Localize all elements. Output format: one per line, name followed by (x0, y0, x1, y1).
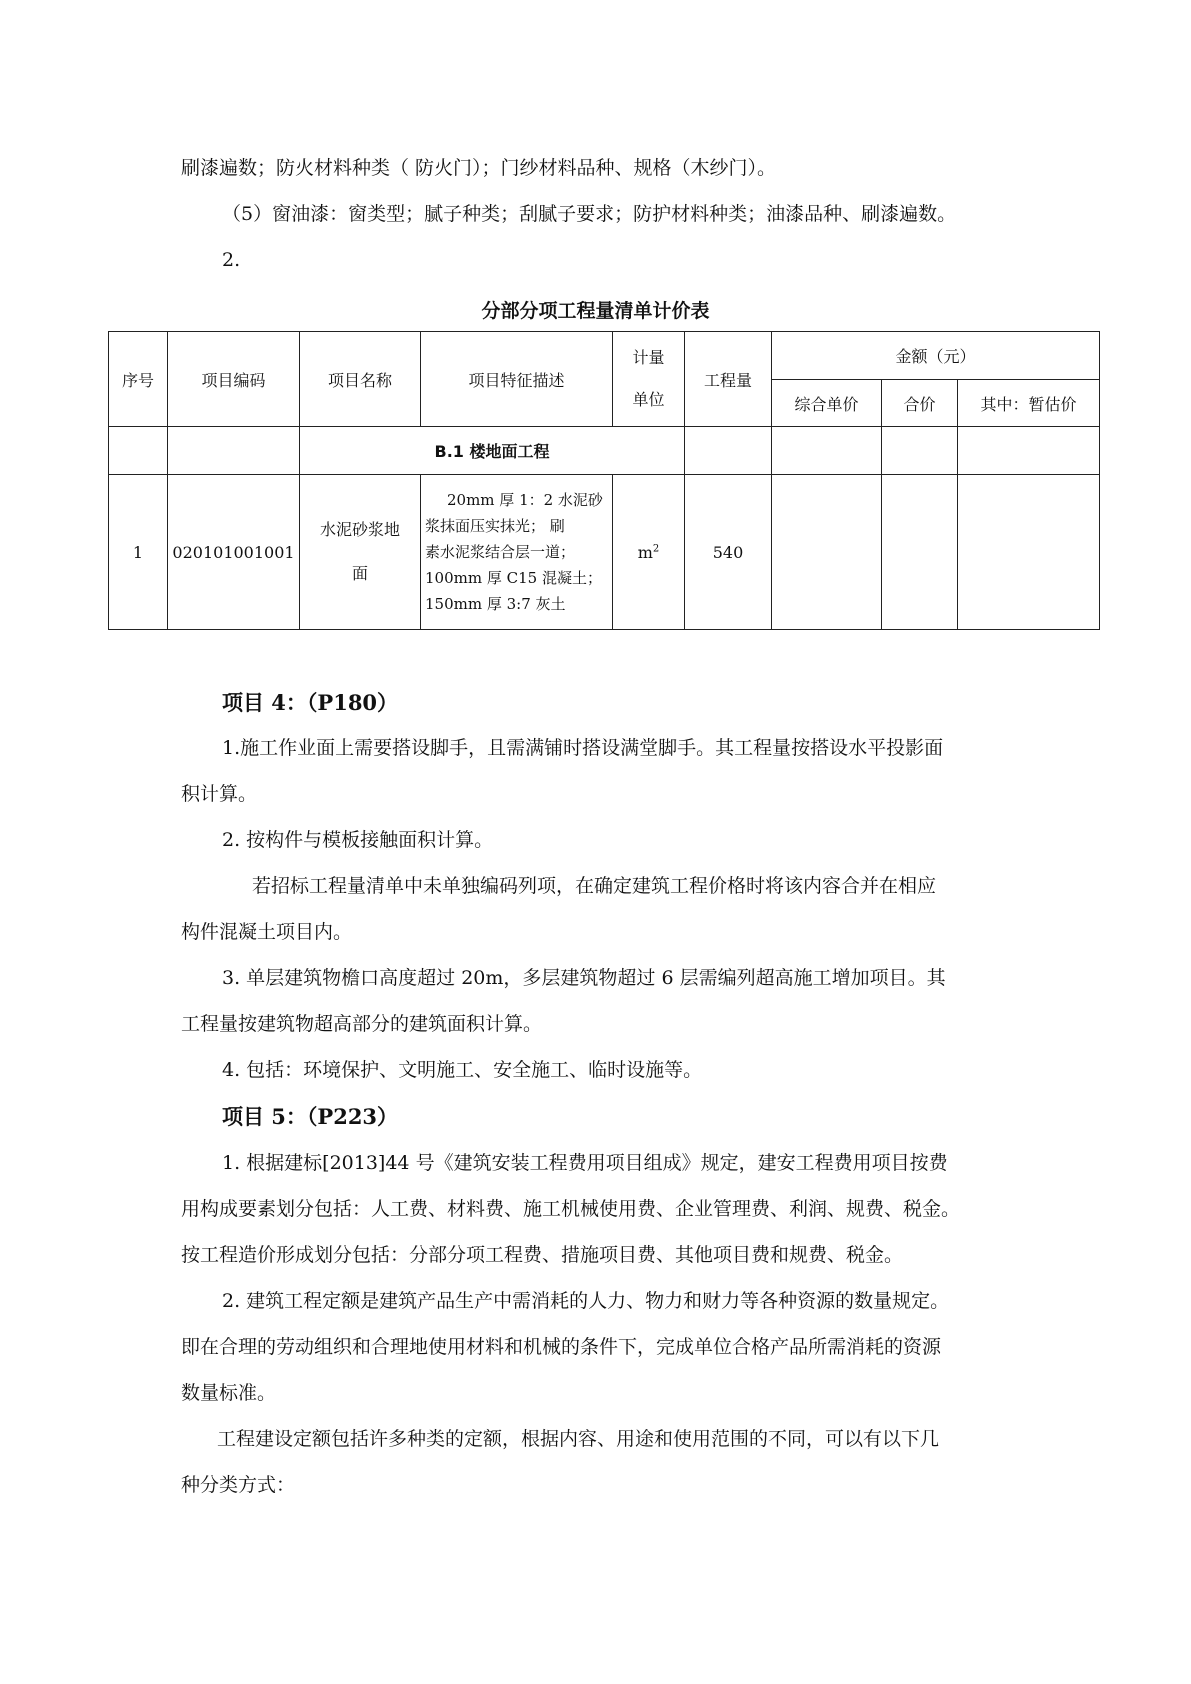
paragraph-line: 数量标准。 (181, 1382, 277, 1404)
row-provisional (958, 475, 1100, 630)
header-unit-price: 综合单价 (772, 380, 882, 427)
row-desc-line: 100mm 厚 C15 混凝土； (425, 569, 602, 587)
row-code: 020101001001 (168, 475, 300, 630)
row-name-line: 面 (351, 564, 368, 583)
header-amount: 金额（元） (772, 332, 1100, 380)
table-cell (685, 427, 772, 475)
paragraph-line: 3. 单层建筑物檐口高度超过 20m，多层建筑物超过 6 层需编列超高施工增加项目。其 (222, 967, 946, 989)
table-cell (882, 427, 958, 475)
header-name: 项目名称 (300, 332, 421, 427)
row-unit-text: m (637, 542, 653, 562)
row-desc (421, 475, 613, 630)
paragraph-line: 刷漆遍数；防火材料种类（ 防火门）；门纱材料品种、规格（木纱门）。 (181, 157, 777, 179)
row-desc-line: 150mm 厚 3:7 灰土 (425, 595, 566, 613)
paragraph-line: 2. (222, 249, 241, 271)
row-desc-line: 素水泥浆结合层一道； (425, 543, 576, 561)
section-row (109, 427, 1100, 475)
header-qty: 工程量 (685, 332, 772, 427)
paragraph-line: （5）窗油漆：窗类型；腻子种类；刮腻子要求；防护材料种类；油漆品种、刷漆遍数。 (222, 203, 957, 225)
header-seq: 序号 (109, 332, 168, 427)
header-unit-top: 计量 (632, 348, 665, 367)
row-total (882, 475, 958, 630)
paragraph-line: 即在合理的劳动组织和合理地使用材料和机械的条件下，完成单位合格产品所需消耗的资源 (181, 1336, 942, 1358)
row-unit (613, 475, 685, 630)
row-unit-price (772, 475, 882, 630)
paragraph-line: 种分类方式： (181, 1474, 296, 1496)
table-cell (958, 427, 1100, 475)
row-name-line: 水泥砂浆地 (319, 520, 400, 539)
bill-of-quantities-table (108, 331, 1100, 630)
section-heading: 项目 5：（P223） (222, 1104, 399, 1129)
header-provisional: 其中：暂估价 (958, 380, 1100, 427)
paragraph-line: 1.施工作业面上需要搭设脚手，且需满铺时搭设满堂脚手。其工程量按搭设水平投影面 (222, 737, 944, 759)
paragraph-line: 1. 根据建标[2013]44 号《建筑安装工程费用项目组成》规定，建安工程费用项目按费 (222, 1152, 948, 1174)
section-heading: 项目 4：（P180） (222, 690, 399, 715)
paragraph-line: 2. 按构件与模板接触面积计算。 (222, 829, 494, 851)
paragraph-line: 用构成要素划分包括：人工费、材料费、施工机械使用费、企业管理费、利润、规费、税金。 (181, 1198, 961, 1220)
table-row (109, 475, 1100, 630)
paragraph-line: 2. 建筑工程定额是建筑产品生产中需消耗的人力、物力和财力等各种资源的数量规定。 (222, 1290, 950, 1312)
paragraph-line: 4. 包括：环境保护、文明施工、安全施工、临时设施等。 (222, 1059, 703, 1081)
row-seq: 1 (109, 475, 168, 630)
paragraph-line: 构件混凝土项目内。 (181, 921, 353, 943)
paragraph-line: 工程量按建筑物超高部分的建筑面积计算。 (181, 1013, 543, 1035)
header-desc: 项目特征描述 (421, 332, 613, 427)
row-unit-sup: 2 (652, 543, 660, 555)
header-unit (613, 332, 685, 427)
table-cell (168, 427, 300, 475)
section-title: B.1 楼地面工程 (300, 427, 685, 475)
row-desc-line: 浆抹面压实抹光； 刷 (425, 517, 565, 535)
row-qty: 540 (685, 475, 772, 630)
row-name (300, 475, 421, 630)
table-cell (772, 427, 882, 475)
row-desc-line: 20mm 厚 1：2 水泥砂 (447, 491, 603, 509)
table-cell (109, 427, 168, 475)
paragraph-line: 积计算。 (181, 783, 258, 805)
paragraph-line: 工程建设定额包括许多种类的定额，根据内容、用途和使用范围的不同，可以有以下几 (217, 1428, 940, 1450)
paragraph-line: 若招标工程量清单中未单独编码列项，在确定建筑工程价格时将该内容合并在相应 (252, 875, 937, 897)
header-total: 合价 (882, 380, 958, 427)
paragraph-line: 按工程造价形成划分包括：分部分项工程费、措施项目费、其他项目费和规费、税金。 (181, 1244, 904, 1266)
header-code: 项目编码 (168, 332, 300, 427)
header-unit-bottom: 单位 (632, 390, 665, 409)
table-title: 分部分项工程量清单计价表 (481, 300, 710, 322)
